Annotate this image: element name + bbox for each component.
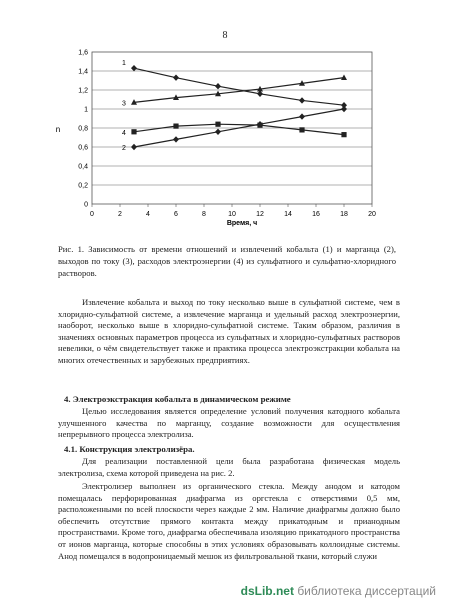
x-tick-label: 20 <box>368 211 376 218</box>
data-point <box>215 83 221 89</box>
paragraph-results-text: Извлечение кобальта и выход по току несколько выше в сульфатной системе, чем в хлоридно-сульфатной системе, а извлечение марганца и удельный расход электроэнергии, наоборот, несколько выше в хлоридно-сульфатной системе. Таким образом, различия в значениях основных параметров процесса из сульфатных и хлоридно-сульфатных растворов невелики, о чём свидетельствует также и практика процесса электроэкстракции кобальта на многих отечественных и зарубежных предприятиях. <box>58 297 400 365</box>
paragraph-results <box>58 297 400 367</box>
y-tick-label: 0 <box>84 201 88 209</box>
data-point <box>131 65 137 71</box>
series-3 <box>122 74 347 107</box>
data-point <box>173 124 178 129</box>
x-tick-label: 0 <box>90 211 94 218</box>
data-point <box>341 74 347 80</box>
x-axis-label: Время, ч <box>226 220 258 227</box>
paragraph-model <box>58 456 400 479</box>
y-tick-label: 1,4 <box>78 68 88 76</box>
x-tick-label: 16 <box>312 211 320 218</box>
y-tick-label: 1 <box>84 106 88 114</box>
x-tick-label: 12 <box>256 211 264 218</box>
series-line-4 <box>134 124 344 134</box>
y-tick-label: 1,2 <box>78 87 88 95</box>
x-tick-label: 18 <box>340 211 348 218</box>
series-line-1 <box>134 68 344 105</box>
x-tick-label: 14 <box>284 211 292 218</box>
chart-grid <box>92 71 372 185</box>
y-tick-label: 0,6 <box>78 144 88 152</box>
watermark-text: библиотека диссертаций <box>297 584 436 598</box>
series-label: 4 <box>122 129 126 137</box>
section-heading-4-1: 4.1. Конструкция электролизёра. <box>64 444 195 454</box>
y-axis-label: n <box>55 125 61 134</box>
chart-series <box>122 60 347 152</box>
paragraph-electrolyzer <box>58 481 400 562</box>
x-tick-label: 10 <box>228 211 236 218</box>
y-tick-label: 0,2 <box>78 182 88 190</box>
series-1 <box>122 60 347 108</box>
data-point <box>215 129 221 135</box>
watermark-logo: dsLib.net <box>240 584 294 598</box>
y-tick-label: 0,8 <box>78 125 88 133</box>
data-point <box>173 136 179 142</box>
data-point <box>299 113 305 119</box>
data-point <box>215 122 220 127</box>
y-tick-label: 1,6 <box>78 49 88 57</box>
page-number: 8 <box>222 30 228 41</box>
section-heading-4: 4. Электроэкстракция кобальта в динамическом режиме <box>64 394 291 404</box>
x-tick-label: 6 <box>174 211 178 218</box>
data-point <box>173 74 179 80</box>
x-tick-label: 4 <box>146 211 150 218</box>
y-tick-label: 0,4 <box>78 163 88 171</box>
watermark <box>241 584 436 598</box>
data-point <box>341 106 347 112</box>
x-tick-label: 2 <box>118 211 122 218</box>
x-tick-label: 8 <box>202 211 206 218</box>
paragraph-goal <box>58 406 400 441</box>
line-chart <box>50 44 390 229</box>
data-point <box>131 129 136 134</box>
paragraph-electrolyzer-text: Электролизер выполнен из органического стекла. Между анодом и катодом помещалась перфорированная диафрагма из оргстекла с отверстиями 0,5 мм, расположенными по всей плоскости через каждые 2 мм. Наличие диафрагмы должно было обеспечить отсутствие прямого контакта между прикатодным и прианодным пространствами. Кроме того, диафрагма обеспечивала изоляцию прикатодного пространства от ионов марганца, которые способны в этих условиях образовывать коллоидные системы. Анод помещался в водопроницаемый мешок из фильтровальной ткани, который служи <box>58 481 400 561</box>
paragraph-model-text: Для реализации поставленной цели была разработана физическая модель электролиза, схема которой приведена на рис. 2. <box>58 456 400 478</box>
figure-caption: Рис. 1. Зависимость от времени отношений и извлечений кобальта (1) и марганца (2), выходов по току (3), расходов электроэнергии (4) из сульфатного и сульфатно-хлоридного растворов. <box>58 244 396 278</box>
data-point <box>341 132 346 137</box>
data-point <box>257 123 262 128</box>
series-label: 3 <box>122 100 126 108</box>
data-point <box>299 127 304 132</box>
data-point <box>257 91 263 97</box>
paragraph-goal-text: Целью исследования является определение условий получения катодного кобальта улучшенного качества по марганцу, создание возможности для осуществления непрерывного процесса электролиза. <box>58 406 400 440</box>
data-point <box>131 144 137 150</box>
data-point <box>299 97 305 103</box>
series-label: 2 <box>122 145 126 152</box>
series-label: 1 <box>122 60 126 68</box>
